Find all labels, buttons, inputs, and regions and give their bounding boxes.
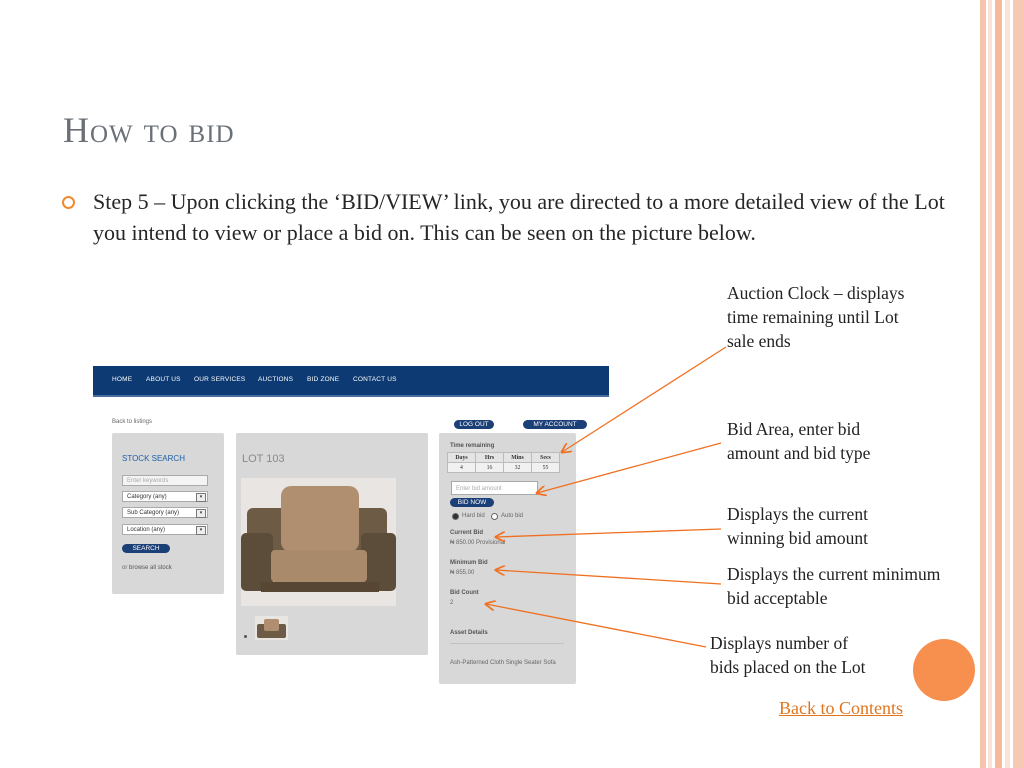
or-text: or <box>122 565 128 571</box>
chevron-down-icon: ▾ <box>196 493 206 502</box>
chevron-down-icon: ▾ <box>196 509 206 518</box>
back-to-contents-link[interactable]: Back to Contents <box>779 698 903 718</box>
clock-value-secs: 55 <box>532 463 560 473</box>
back-to-listings-link[interactable]: Back to listings <box>112 419 153 425</box>
bid-count-value: 2 <box>450 600 454 606</box>
annotation-current-bid: Displays the current winning bid amount <box>727 504 868 548</box>
nav-home[interactable]: HOME <box>112 376 133 383</box>
annotation-auction-clock: Auction Clock – displays time remaining until Lot sale ends <box>727 283 905 351</box>
minimum-bid-value: ₦ 855.00 <box>450 570 475 576</box>
nav-about-us[interactable]: ABOUT US <box>146 376 181 383</box>
clock-header-hrs: Hrs <box>476 453 504 463</box>
keywords-input[interactable]: Enter keywords <box>122 475 208 486</box>
category-select-value: Category (any) <box>127 494 167 500</box>
step-description: Step 5 – Upon clicking the ‘BID/VIEW’ link, you are directed to a more detailed view of the Lot you intend to view or place a bid on. This can be seen on the picture below. <box>93 189 945 245</box>
nav-contact-us[interactable]: CONTACT US <box>353 376 397 383</box>
clock-header-secs: Secs <box>532 453 560 463</box>
annotation-minimum-bid: Displays the current minimum bid acceptable <box>727 564 941 608</box>
clock-header-days: Days <box>448 453 476 463</box>
logout-button[interactable]: LOG OUT <box>454 420 494 429</box>
nav-our-services[interactable]: OUR SERVICES <box>194 376 246 383</box>
browse-all-stock-link[interactable]: browse all stock <box>129 565 172 571</box>
hard-bid-label: Hard bid <box>462 513 485 519</box>
my-account-button[interactable]: MY ACCOUNT <box>523 420 587 429</box>
auto-bid-label: Auto bid <box>501 513 524 519</box>
annotation-bid-count: Displays number of bids placed on the Lot <box>710 633 866 677</box>
bid-amount-input[interactable]: Enter bid amount <box>451 481 538 495</box>
clock-header-mins: Mins <box>504 453 532 463</box>
current-bid-value: ₦ 850.00 Provisional <box>450 540 506 546</box>
nav-bid-zone[interactable]: BID ZONE <box>307 376 340 383</box>
stock-search-title: STOCK SEARCH <box>122 454 185 463</box>
arrow-minimum-bid <box>496 570 721 584</box>
time-remaining-label: Time remaining <box>450 443 495 449</box>
clock-value-hrs: 16 <box>476 463 504 473</box>
nav-auctions[interactable]: AUCTIONS <box>258 376 294 383</box>
minimum-bid-label: Minimum Bid <box>450 560 488 566</box>
chevron-down-icon: ▾ <box>196 526 206 535</box>
arrow-current-bid <box>496 529 721 537</box>
arrow-bid-count <box>486 604 706 647</box>
clock-value-mins: 32 <box>504 463 532 473</box>
clock-value-days: 4 <box>448 463 476 473</box>
lot-title: LOT 103 <box>242 453 285 465</box>
slide-title: How to bid <box>63 110 235 150</box>
arrow-auction-clock <box>562 347 726 452</box>
annotation-bid-area: Bid Area, enter bid amount and bid type <box>727 419 871 463</box>
current-bid-label: Current Bid <box>450 530 483 536</box>
bid-now-button[interactable]: BID NOW <box>450 498 494 507</box>
asset-description: Ash-Patterned Cloth Single Seater Sofa <box>450 660 556 666</box>
asset-details-label: Asset Details <box>450 630 488 636</box>
subcategory-select-value: Sub Category (any) <box>127 510 180 516</box>
search-button[interactable]: SEARCH <box>122 544 170 553</box>
location-select-value: Location (any) <box>127 527 166 533</box>
bid-count-label: Bid Count <box>450 590 479 596</box>
